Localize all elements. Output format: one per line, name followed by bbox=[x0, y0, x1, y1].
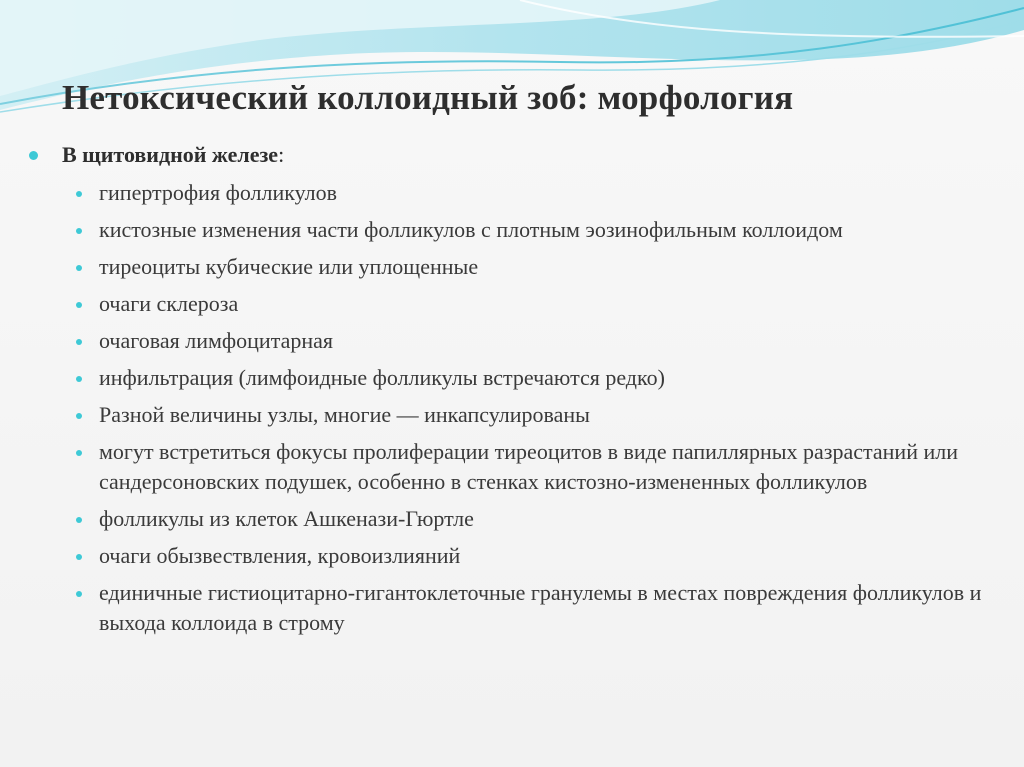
list-item-text: очаги обызвествления, кровоизлияний bbox=[99, 543, 461, 568]
list-item-text: инфильтрация (лимфоидные фолликулы встречаются редко) bbox=[99, 365, 665, 390]
list-item bbox=[26, 437, 996, 497]
list-item-text: очаги склероза bbox=[99, 291, 239, 316]
bullet-dot-icon bbox=[76, 376, 82, 382]
bullet-dot-icon bbox=[76, 413, 82, 419]
bullet-dot-icon bbox=[76, 517, 82, 523]
list-item-text: единичные гистиоцитарно-гигантоклеточные гранулемы в местах повреждения фолликулов и выхода коллоида в строму bbox=[99, 580, 982, 635]
list-item bbox=[26, 578, 996, 638]
list-item-text: фолликулы из клеток Ашкенази-Гюртле bbox=[99, 506, 474, 531]
list-item-text: очаговая лимфоцитарная bbox=[99, 328, 333, 353]
finding-list bbox=[26, 178, 996, 638]
slide-title: Нетоксический коллоидный зоб: морфология bbox=[62, 78, 794, 117]
list-item bbox=[26, 252, 996, 282]
list-item bbox=[26, 215, 996, 245]
list-item-text: гипертрофия фолликулов bbox=[99, 180, 338, 205]
bullet-dot-icon bbox=[76, 450, 82, 456]
section-heading bbox=[26, 140, 996, 170]
bullet-dot-icon bbox=[76, 302, 82, 308]
bullet-dot-icon bbox=[29, 151, 38, 160]
list-item-text: могут встретиться фокусы пролиферации тиреоцитов в виде папиллярных разрастаний или сандерсоновских подушек, особенно в стенках кистозно-измененных фолликулов bbox=[99, 439, 958, 494]
bullet-dot-icon bbox=[76, 191, 82, 197]
section-label: В щитовидной железе bbox=[62, 142, 279, 167]
bullet-dot-icon bbox=[76, 228, 82, 234]
bullet-dot-icon bbox=[76, 591, 82, 597]
list-item-text: Разной величины узлы, многие — инкапсулированы bbox=[99, 402, 590, 427]
bullet-dot-icon bbox=[76, 339, 82, 345]
list-item bbox=[26, 541, 996, 571]
list-item bbox=[26, 178, 996, 208]
bullet-dot-icon bbox=[76, 554, 82, 560]
list-item bbox=[26, 363, 996, 393]
list-item bbox=[26, 289, 996, 319]
list-item-text: тиреоциты кубические или уплощенные bbox=[99, 254, 479, 279]
list-item bbox=[26, 504, 996, 534]
list-item bbox=[26, 326, 996, 356]
section-suffix: : bbox=[278, 142, 285, 167]
list-item-text: кистозные изменения части фолликулов с плотным эозинофильным коллоидом bbox=[99, 217, 843, 242]
bullet-dot-icon bbox=[76, 265, 82, 271]
list-item bbox=[26, 400, 996, 430]
slide-content bbox=[26, 140, 996, 645]
